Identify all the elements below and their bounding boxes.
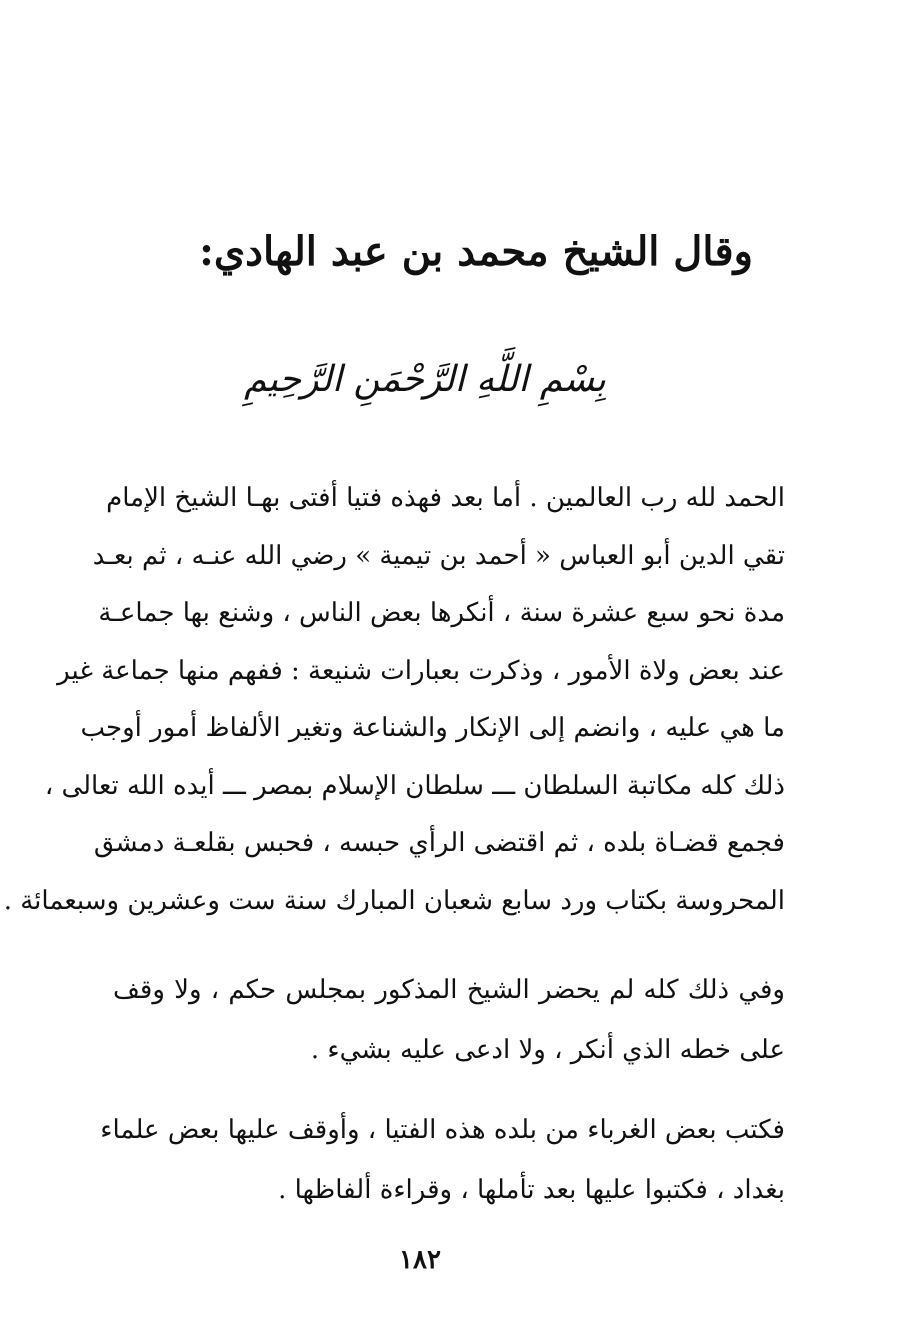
text-line: فجمع قضـاة بلده ، ثم اقتضى الرأي حبسه ، فحبس بقلعـة دمشق bbox=[93, 828, 785, 858]
text-line: تقي الدين أبو العباس « أحمد بن تيمية » رضي الله عنـه ، ثم بعـد bbox=[92, 540, 785, 571]
paragraph-3 bbox=[100, 1100, 785, 1220]
text-line: الحمد لله رب العالمين . أما بعد فهذه فتيا أفتى بهـا الشيخ الإمام bbox=[106, 483, 785, 513]
section-heading: وقال الشيخ محمد بن عبد الهادي: bbox=[199, 228, 753, 275]
paragraph-2 bbox=[113, 960, 785, 1080]
text-line: ذلك كله مكاتبة السلطان ـــ سلطان الإسلام بمصر ـــ أيده الله تعالى ، bbox=[44, 770, 785, 801]
text-line: مدة نحو سبع عشرة سنة ، أنكرها بعض الناس ، وشنع بها جماعـة bbox=[98, 598, 785, 628]
paragraph-1 bbox=[3, 470, 785, 930]
text-line: وفي ذلك كله لم يحضر الشيخ المذكور بمجلس حكم ، ولا وقف bbox=[113, 975, 785, 1005]
basmala-calligraphy: بِسْمِ اللَّهِ الرَّحْمَنِ الرَّحِيمِ bbox=[244, 359, 606, 400]
text-line: بغداد ، فكتبوا عليها بعد تأملها ، وقراءة ألفاظها . bbox=[278, 1175, 785, 1205]
text-line: فكتب بعض الغرباء من بلده هذه الفتيا ، وأوقف عليها بعض علماء bbox=[100, 1115, 785, 1145]
page-number: ١٨٢ bbox=[399, 1245, 441, 1275]
text-line: ما هي عليه ، وانضم إلى الإنكار والشناعة وتغير الألفاظ أمور أوجب bbox=[80, 713, 785, 743]
text-line: على خطه الذي أنكر ، ولا ادعى عليه بشيء . bbox=[310, 1035, 785, 1065]
text-line: المحروسة بكتاب ورد سابع شعبان المبارك سنة ست وعشرين وسبعمائة . bbox=[3, 885, 785, 916]
text-line: عند بعض ولاة الأمور ، وذكرت بعبارات شنيعة : ففهم منها جماعة غير bbox=[57, 655, 785, 686]
